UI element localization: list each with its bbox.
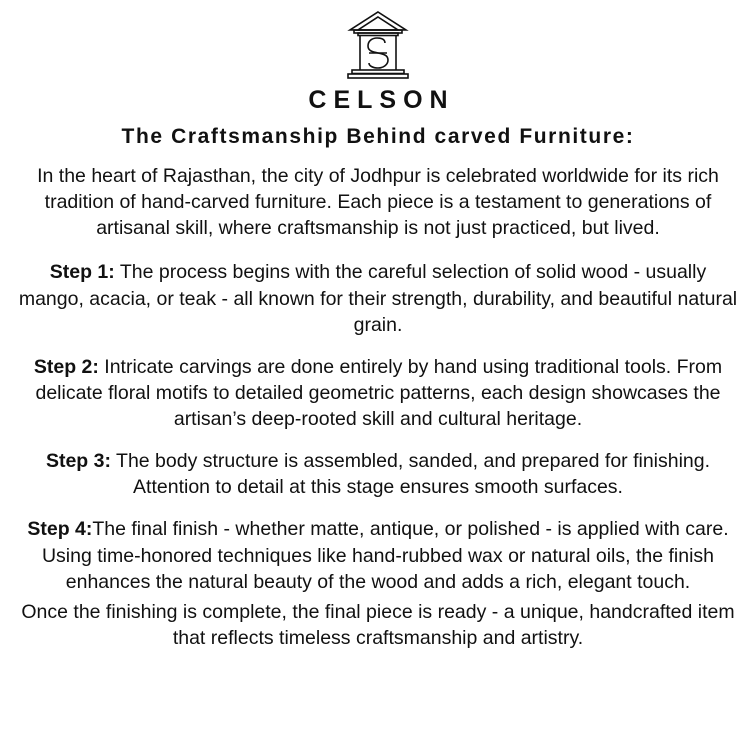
step-3-text: The body structure is assembled, sanded, and prepared for finishing. Attention to detail at this stage ensures smooth surfaces. — [110, 450, 711, 499]
step-1-label: Step 1: — [49, 261, 115, 284]
step-4-label: Step 4: — [27, 518, 93, 541]
page-title: The Craftsmanship Behind carved Furniture: — [121, 125, 635, 148]
celson-monogram-icon — [336, 8, 420, 82]
step-4-paragraph — [18, 516, 738, 594]
step-2-text: Intricate carvings are done entirely by hand using traditional tools. From delicate floral motifs to detailed geometric patterns, each design showcases the artisan’s deep-rooted skill and cultural heritage. — [35, 355, 723, 430]
intro-paragraph: In the heart of Rajasthan, the city of Jodhpur is celebrated worldwide for its rich tradition of hand-carved furniture. Each piece is a testament to generations of artisanal skill, where craftsmanship is not just practiced, but lived. — [37, 165, 719, 240]
closing-paragraph: Once the finishing is complete, the final piece is ready - a unique, handcrafted item that reflects timeless craftsmanship and artistry. — [21, 600, 735, 649]
step-1-text: The process begins with the careful selection of solid wood - usually mango, acacia, or teak - all known for their strength, durability, and beautiful natural grain. — [18, 261, 738, 336]
step-3-label: Step 3: — [45, 450, 111, 473]
step-1-paragraph — [18, 259, 738, 337]
brand-name: CELSON — [308, 86, 455, 114]
step-2-paragraph — [18, 354, 738, 432]
step-3-paragraph — [18, 448, 738, 500]
step-4-text: The final finish - whether matte, antique, or polished - is applied with care. Using time-honored techniques like hand-rubbed wax or natural oils, the finish enhances the natural beauty of the wood and adds a rich, elegant touch. — [41, 518, 729, 593]
step-2-label: Step 2: — [33, 355, 99, 378]
brand-logo — [336, 8, 420, 84]
